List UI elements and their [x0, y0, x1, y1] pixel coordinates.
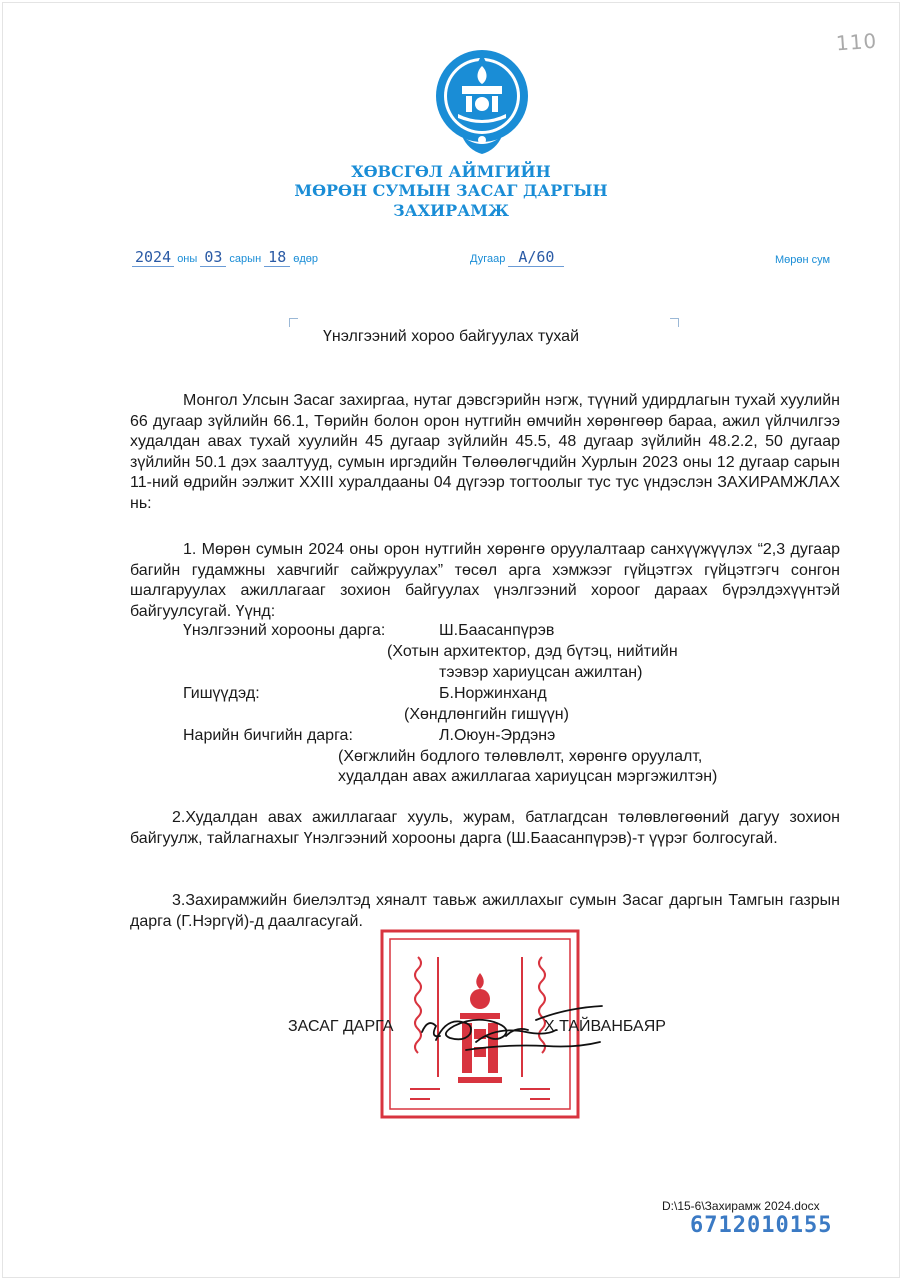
preamble-paragraph: Монгол Улсын Засаг захиргаа, нутаг дэвсгэрийн нэгж, түүний удирдлагын тухай хуулийн 66 дугаар зүйлийн 66.1, Төрийн болон орон нутгийн өмчийн хөрөнгөөр бараа, ажил үйлчилгээ худалдан авах тухай хуулийн 45 дугаар зүйлийн 45.5, 48 дугаар зүйлийн 48.2.2, 50 дугаар зүйлийн 50.1 дэх заалтууд, сумын иргэдийн Төлөөлөгчдийн Хурлын 2023 оны 12 дугаар сарын 11-ний өдрийн ээлжит XXIII хуралдааны 04 дүгээр тогтоолыг тус тус үндэслэн ЗАХИРАМЖЛАХ нь: — [130, 392, 840, 512]
member-role: (Хөндлөнгийн гишүүн) — [404, 706, 569, 723]
date-line — [132, 248, 318, 267]
header-line-aimag: ХӨВСГӨЛ АЙМГИЙН — [351, 162, 551, 181]
year-label: оны — [177, 253, 198, 265]
subject-title: Үнэлгээний хороо байгуулах тухай — [322, 328, 580, 345]
day-value: 18 — [264, 248, 290, 267]
day-label: өдөр — [293, 253, 319, 265]
member-name: Б.Норжинханд — [439, 685, 547, 702]
month-value: 03 — [200, 248, 226, 267]
chair-name: Ш.Баасанпүрэв — [439, 622, 555, 639]
state-emblem — [432, 44, 532, 156]
subject-corner-right — [670, 318, 679, 327]
chair-label: Үнэлгээний хорооны дарга: — [183, 622, 386, 639]
secretary-label: Нарийн бичгийн дарга: — [183, 727, 353, 744]
item-1-paragraph: 1. Мөрөн сумын 2024 оны орон нутгийн хөрөнгө оруулалтаар санхүүжүүлэх “2,3 дугаар багийн гудамжны хавчгийг сайжруулах” төсөл арга хэмжээг гүйцэтгэх гүйцэтгэгч сонгон шалгаруулах ажиллагааг зохион байгуулах үнэлгээний хороог дараах бүрэлдэхүүнтэй байгуулсугай. Үүнд: — [130, 541, 840, 620]
page-number-handwritten: 110 — [835, 28, 878, 56]
chair-role-line-2: тээвэр хариуцсан ажилтан) — [439, 664, 643, 681]
place-label: Мөрөн сум — [775, 254, 831, 266]
signatory-title: ЗАСАГ ДАРГА — [288, 1018, 394, 1035]
document-type-title: ЗАХИРАМЖ — [393, 201, 509, 220]
member-label: Гишүүдэд: — [183, 685, 260, 702]
header-line-office: МӨРӨН СУМЫН ЗАСАГ ДАРГЫН — [294, 181, 608, 200]
month-label: сарын — [229, 253, 262, 265]
handwritten-signature — [416, 990, 606, 1065]
secretary-role-line-2: худалдан авах ажиллагаа хариуцсан мэргэжилтэн) — [338, 768, 718, 785]
number-label: Дугаар — [470, 253, 506, 265]
secretary-role-line-1: (Хөгжлийн бодлого төлөвлөлт, хөрөнгө оруулалт, — [338, 748, 703, 765]
year-value: 2024 — [132, 248, 174, 267]
chair-role-line-1: (Хотын архитектор, дэд бүтэц, нийтийн — [387, 643, 678, 660]
serial-number-stamp: 6712010155 — [690, 1213, 833, 1238]
item-2-paragraph: 2.Худалдан авах ажиллагааг хууль, журам, батлагдсан төлөвлөгөөний дагуу зохион байгуулж, тайлагнахыг Үнэлгээний хорооны дарга (Ш.Баасанпүрэв)-т үүрэг болгосугай. — [130, 809, 840, 847]
subject-corner-left — [289, 318, 298, 327]
secretary-name: Л.Оюун-Эрдэнэ — [439, 727, 556, 744]
file-path-footer: D:\15-6\Захирамж 2024.docx — [662, 1199, 820, 1213]
item-3-paragraph: 3.Захирамжийн биелэлтэд хяналт тавьж ажиллахыг сумын Засаг даргын Тамгын газрын дарга (Г.Нэргүй)-д даалгасугай. — [130, 892, 840, 930]
number-value: А/60 — [508, 248, 564, 267]
document-number-line — [470, 248, 564, 267]
signatory-name: Х.ТАЙВАНБАЯР — [544, 1018, 666, 1035]
